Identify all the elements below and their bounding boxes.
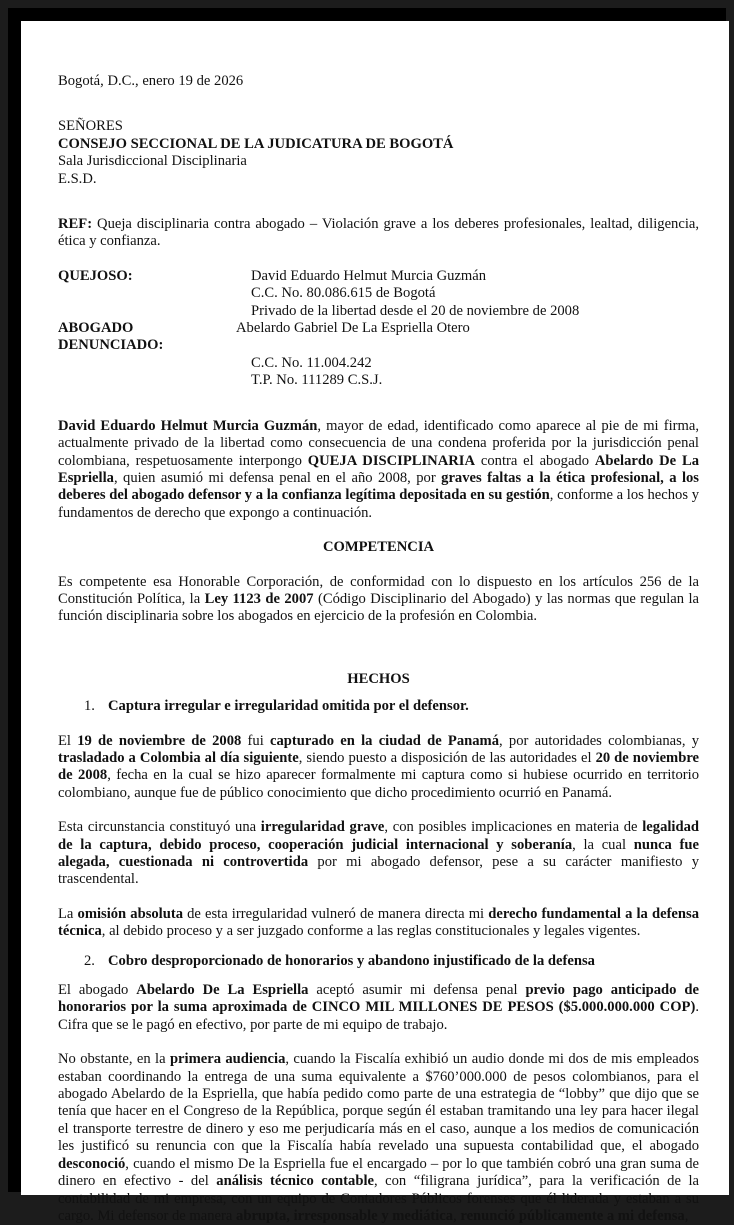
hecho-2-number: 2. <box>84 952 95 969</box>
text-bold: renunció públicamente a mi defensa <box>460 1207 685 1224</box>
text-bold: capturado en la ciudad de Panamá <box>270 732 500 749</box>
text-bold: previo pago anticipado de honorarios por la suma aproximada de CINCO MIL MILLONES DE PESOS ($5.000.000.000 COP) <box>58 982 699 1016</box>
text: , cuando la Fiscalía exhibió un audio donde mi dos de mis empleados estaban coordinando la entrega de una suma equivalente a $760’000.000 de pesos colombianos, para el abogado Abelardo de la Espriella, que había pedido como parte de una estrategia de “lobby” que dijo que se tenía que hacer en el Congreso de la República, porque según él estaban tramitando una ley para hacer ilegal el transporte terrestre de dinero y eso me perjudicaría más en el caso, aunque a los medios de comunicación les justificó su renuncia con que la Fiscalía había revelado una supuesta contabilidad que, el abogado <box>58 1051 700 1155</box>
text: , cuando el mismo De la Espriella fue el encargado – por lo que también cobró una gran suma de dinero en efectivo - del <box>58 1155 699 1190</box>
reference-label: REF: <box>58 216 93 233</box>
intro-text: , quien asumió mi defensa penal en el año 2008, por <box>113 469 442 486</box>
competencia-text: (Código Disciplinario del Abogado) y las normas que regulan la función disciplinaria sobre los abogados en ejercicio de la profesión en Colombia. <box>58 590 700 625</box>
recipient-name: CONSEJO SECCIONAL DE LA JUDICATURA DE BOGOTÁ <box>58 135 454 152</box>
text-bold: derecho fundamental a la defensa técnica <box>58 905 699 940</box>
hecho-1-heading <box>58 698 699 715</box>
recipient-esd: E.S.D. <box>58 170 97 187</box>
complainant-name: David Eduardo Helmut Murcia Guzmán <box>251 267 487 284</box>
complainant-status: Privado de la libertad desde el 20 de noviembre de 2008 <box>251 302 580 319</box>
text: , con “filigrana jurídica”, para la verificación de la contabilidad de mi empresa, con un equipo de Contadores Públicos forenses que él liderada y estaban a su cargo. Mi defensor de manera <box>58 1173 699 1224</box>
intro-faults: graves faltas a la ética profesional, a los deberes del abogado defensor y a la confianza legítima depositada en su gestión <box>58 469 699 504</box>
text-bold: primera audiencia <box>169 1051 286 1068</box>
place-date: Bogotá, D.C., enero 19 de 2026 <box>58 73 244 89</box>
text: Esta circunstancia constituyó una <box>58 819 261 836</box>
lawyer-tp: T.P. No. 111289 C.S.J. <box>251 372 383 389</box>
intro-paragraph <box>58 418 699 522</box>
intro-text: , conforme a los hechos y fundamentos de derecho que expongo a continuación. <box>58 487 699 521</box>
text: El abogado <box>58 982 137 999</box>
hecho-1-paragraph-3 <box>58 906 699 941</box>
competencia-text: Es competente esa Honorable Corporación, de conformidad con lo dispuesto en los artículos 256 de la Constitución Política, la <box>58 573 699 607</box>
text-bold: omisión absoluta <box>77 905 183 922</box>
text: , con posibles implicaciones en materia de <box>384 819 643 836</box>
document-frame <box>8 8 726 1224</box>
hecho-1-paragraph-1 <box>58 733 699 803</box>
text-bold: 19 de noviembre de 2008 <box>77 732 242 749</box>
hecho-2-paragraph-1 <box>58 982 699 1034</box>
text-bold: desconoció <box>58 1155 126 1172</box>
text: , <box>684 1207 689 1224</box>
text: , fecha en la cual se hizo aparecer formalmente mi captura como si hubiese ocurrido en territorio colombiano, aunque fue de público conocimiento que dicho procedimiento ocurrió en Panamá. <box>58 767 699 801</box>
intro-text: , mayor de edad, identificado como aparece al pie de mi firma, actualmente privado de la libertad como consecuencia de una condena proferida por la jurisdicción penal colombiana, respetuosamente interpongo <box>58 417 699 469</box>
text-bold: abrupta, irresponsable y mediática <box>236 1207 454 1224</box>
text-bold: Abelardo De La Espriella <box>136 982 309 999</box>
text: La <box>58 905 78 922</box>
lawyer-label: ABOGADO DENUNCIADO: <box>58 320 164 354</box>
text-bold: 20 de noviembre de 2008 <box>58 749 700 784</box>
competencia-law: Ley 1123 de 2007 <box>204 590 314 607</box>
recipient-block <box>58 118 699 188</box>
text: por mi abogado defensor, pese a su carácter manifiesto y trascendental. <box>58 854 699 888</box>
complainant-label: QUEJOSO: <box>58 267 133 284</box>
text: El <box>58 732 78 749</box>
lawyer-id: C.C. No. 11.004.242 <box>251 354 372 371</box>
parties-block <box>58 268 699 390</box>
recipient-chamber: Sala Jurisdiccional Disciplinaria <box>58 153 247 170</box>
hecho-2-title: Cobro desproporcionado de honorarios y abandono injustificado de la defensa <box>108 952 595 969</box>
intro-text: contra el abogado <box>475 452 595 469</box>
lawyer-name: Abelardo Gabriel De La Espriella Otero <box>236 320 470 337</box>
text: , por autoridades colombianas, y <box>499 732 700 749</box>
text-bold: nunca fue alegada, cuestionada ni controvertida <box>58 836 699 870</box>
text: , <box>453 1207 461 1224</box>
text-bold: legalidad de la captura, debido proceso, cooperación judicial internacional y soberanía <box>58 819 699 853</box>
text-bold: irregularidad grave <box>260 819 385 836</box>
intro-lawyer-name: Abelardo De La Espriella <box>58 452 700 486</box>
hechos-heading: HECHOS <box>347 670 410 687</box>
recipient-salutation: SEÑORES <box>58 118 123 135</box>
complainant-id: C.C. No. 80.086.615 de Bogotá <box>251 285 436 302</box>
hecho-2-paragraph-2 <box>58 1051 699 1225</box>
text: , al debido proceso y a ser juzgado conforme a las reglas constitucionales y legales vigentes. <box>101 923 641 940</box>
hecho-1-number: 1. <box>84 698 95 715</box>
competencia-paragraph <box>58 574 699 626</box>
reference-text: Queja disciplinaria contra abogado – Violación grave a los deberes profesionales, lealtad, diligencia, ética y confianza. <box>58 216 699 250</box>
hecho-2-heading <box>58 953 699 970</box>
text-bold: análisis técnico contable <box>216 1173 374 1190</box>
intro-complainant-name: David Eduardo Helmut Murcia Guzmán <box>58 417 318 434</box>
intro-complaint-type: QUEJA DISCIPLINARIA <box>307 452 476 469</box>
text: fui <box>241 732 270 749</box>
text-bold: trasladado a Colombia al día siguiente <box>58 749 299 766</box>
document-body <box>58 73 699 1225</box>
competencia-heading: COMPETENCIA <box>322 539 435 556</box>
text: , siendo puesto a disposición de las autoridades el <box>298 749 596 766</box>
text: de esta irregularidad vulneró de manera directa mi <box>183 905 489 922</box>
text: . Cifra que se le pagó en efectivo, por parte de mi equipo de trabajo. <box>58 999 699 1033</box>
hecho-1-paragraph-2 <box>58 819 699 889</box>
reference <box>58 216 699 251</box>
text: No obstante, en la <box>58 1051 170 1068</box>
hecho-1-title: Captura irregular e irregularidad omitida por el defensor. <box>108 698 469 715</box>
text: aceptó asumir mi defensa penal <box>308 982 526 999</box>
document-page <box>21 21 729 1224</box>
text: , la cual <box>572 836 634 853</box>
